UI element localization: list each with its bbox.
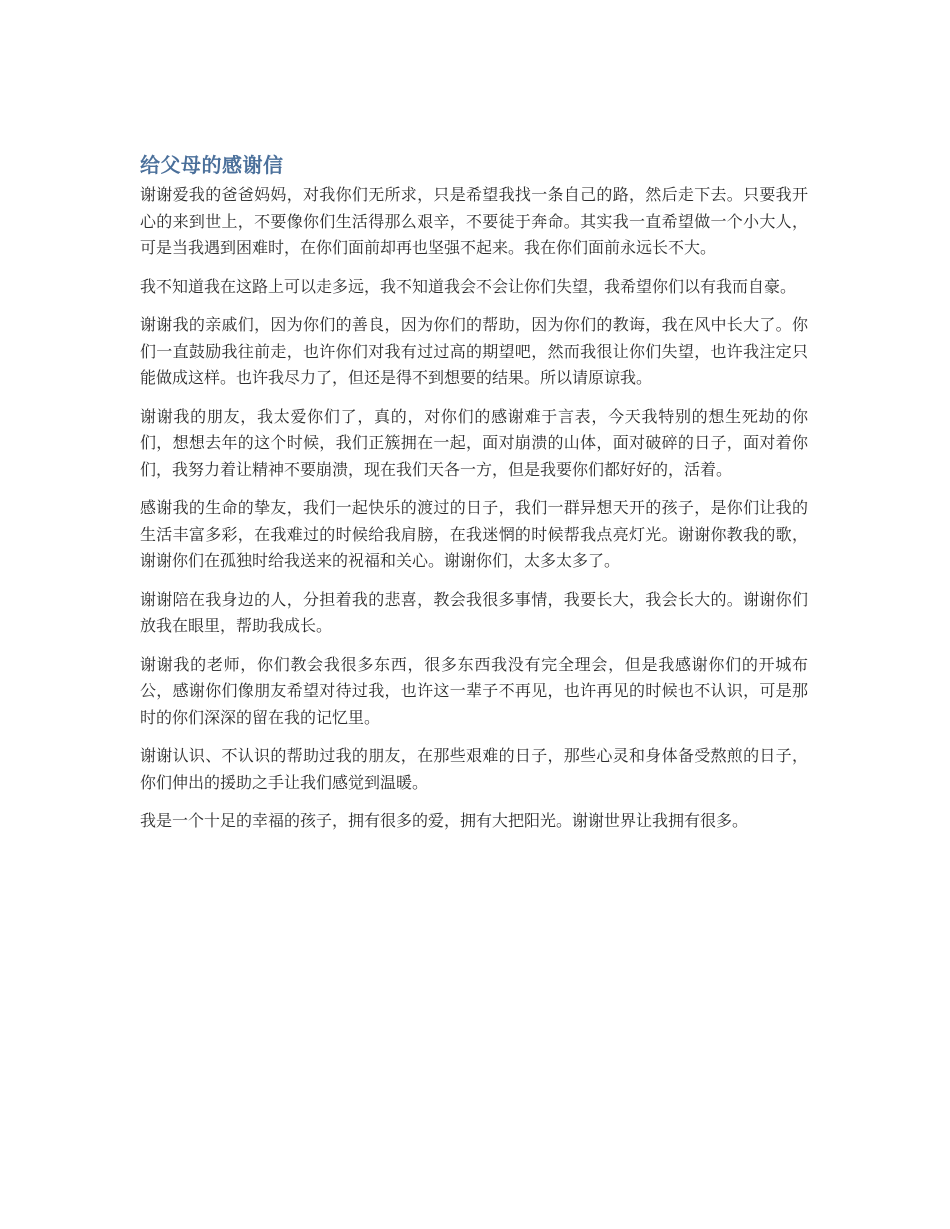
document-title: 给父母的感谢信 xyxy=(140,153,284,177)
document-page xyxy=(140,150,808,847)
paragraph: 我不知道我在这路上可以走多远，我不知道我会不会让你们失望，我希望你们以有我而自豪。 xyxy=(140,276,797,296)
paragraph: 谢谢我的亲戚们，因为你们的善良，因为你们的帮助，因为你们的教诲，我在风中长大了。你们一直鼓励我往前走，也许你们对我有过过高的期望吧，然而我很让你们失望，也许我注定只能做成这样。也许我尽力了，但还是得不到想要的结果。所以请原谅我。 xyxy=(140,315,808,387)
paragraph: 我是一个十足的幸福的孩子，拥有很多的爱，拥有大把阳光。谢谢世界让我拥有很多。 xyxy=(140,811,749,830)
paragraph: 感谢我的生命的挚友，我们一起快乐的渡过的日子，我们一群异想天开的孩子，是你们让我的生活丰富多彩，在我难过的时候给我肩膀，在我迷惘的时候帮我点亮灯光。谢谢你教我的歌，谢谢你们在孤独时给我送来的祝福和关心。谢谢你们，太多太多了。 xyxy=(140,498,808,570)
paragraph: 谢谢爱我的爸爸妈妈，对我你们无所求，只是希望我找一条自己的路，然后走下去。只要我开心的来到世上，不要像你们生活得那么艰辛，不要徒于奔命。其实我一直希望做一个小大人，可是当我遇到困难时，在你们面前却再也坚强不起来。我在你们面前永远长不大。 xyxy=(140,185,808,257)
paragraph: 谢谢我的老师，你们教会我很多东西，很多东西我没有完全理会，但是我感谢你们的开城布公，感谢你们像朋友希望对待过我，也许这一辈子不再见，也许再见的时候也不认识，可是那时的你们深深的留在我的记忆里。 xyxy=(140,654,808,727)
paragraph: 谢谢认识、不认识的帮助过我的朋友，在那些艰难的日子，那些心灵和身体备受熬煎的日子，你们伸出的援助之手让我们感觉到温暖。 xyxy=(140,746,808,792)
paragraph: 谢谢陪在我身边的人，分担着我的悲喜，教会我很多事情，我要长大，我会长大的。谢谢你们放我在眼里，帮助我成长。 xyxy=(140,589,808,635)
paragraph: 谢谢我的朋友，我太爱你们了，真的，对你们的感谢难于言表，今天我特别的想生死劫的你们，想想去年的这个时候，我们正簇拥在一起，面对崩溃的山体，面对破碎的日子，面对着你们，我努力着让精神不要崩溃，现在我们天各一方，但是我要你们都好好的，活着。 xyxy=(140,406,808,479)
